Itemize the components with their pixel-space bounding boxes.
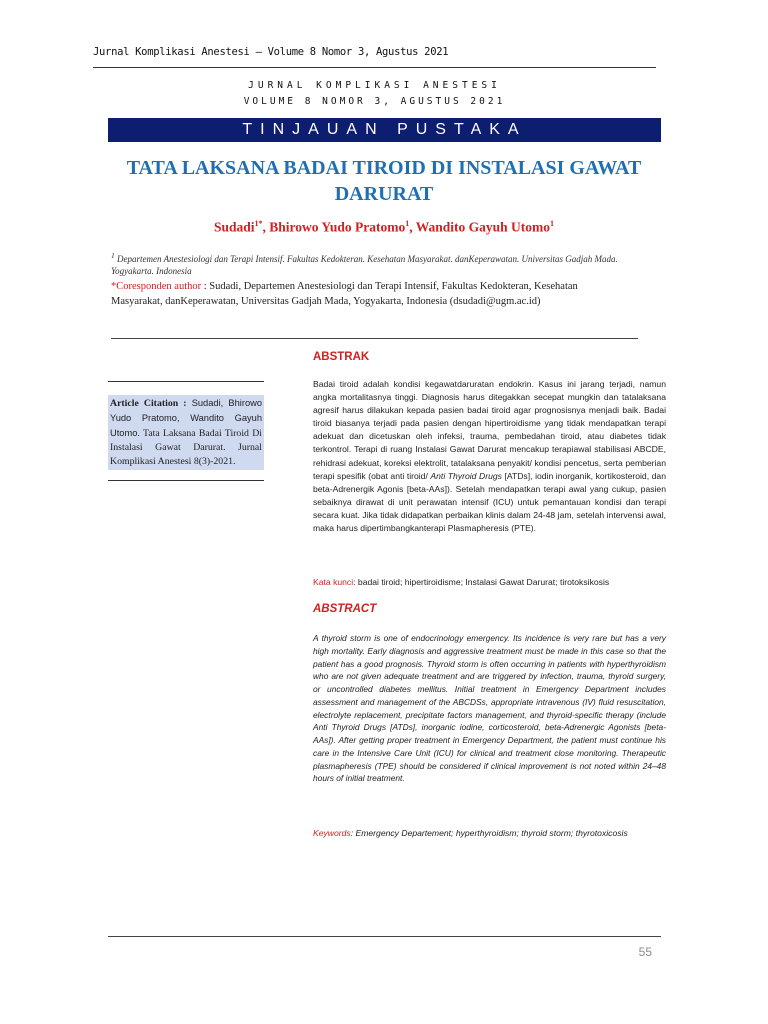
affiliation-superscript: 1 — [111, 251, 115, 260]
author-name: Bhirowo Yudo Pratomo — [269, 219, 406, 235]
abstrak-heading: ABSTRAK — [313, 351, 370, 363]
citation-label: Article Citation : — [110, 398, 187, 409]
kata-kunci-label: Kata kunci — [313, 577, 354, 587]
affiliation-text: Departemen Anestesiologi dan Terapi Intensif. Fakultas Kedokteran. Kesehatan Masyarakat. danKeperawatan. Universitas Gadjah Mada. Yogyakarta. Indonesia — [111, 254, 618, 276]
running-header: Jurnal Komplikasi Anestesi – Volume 8 Nomor 3, Agustus 2021 — [93, 46, 449, 58]
article-citation-box — [108, 395, 264, 470]
page-number: 55 — [638, 945, 652, 959]
keywords-label: Keywords — [313, 828, 351, 838]
abstrak-text-continued: [ATDs], iodin inorganik, kortikosteroid, dan beta-Adrenergik Agonis [beta-AAs]). Setelah mendapatkan terapi awal yang cukup, pasien sebaiknya dirawat di unit perawatan intensif (ICU) untuk pemantauan kondisi dan terapi secara kuat. Jika tidak didapatkan perbaikan klinis dalam 24-48 jam, setelah intervensi awal, maka harus dipertimbangkanterapi Plasmapheresis (PTE). — [313, 470, 666, 534]
abstrak-text: Badai tiroid adalah kondisi kegawatdaruratan endokrin. Kasus ini jarang terjadi, namun angka mortalitasnya tinggi. Diagnosis harus ditegakkan secepat mungkin dan tatalaksana agresif harus dilakukan kepada pasien badai tiroid agar prognosisnya menjadi baik. Badai tiroid biasanya terjadi pada pasien dengan hipertiroidisme yang tidak mendapatkan terapi adekuat dan dicetuskan oleh infeksi, trauma, pembedahan tiroid, atau diabetes tidak terkontrol. Terapi di ruang Instalasi Gawat Darurat mencakup terapiawal stabilisasi ABCDE, rehidrasi adekuat, koreksi elektrolit, tatalaksana penyakit/ kondisi pencetus, serta pemberian terapi spesifik (obat anti tiroid/ — [313, 379, 666, 481]
citation-bottom-rule — [108, 480, 264, 481]
citation-top-rule — [108, 381, 264, 382]
citation-authors: Sudadi, Bhirowo Yudo Pratomo, Wandito Gayuh Utomo. — [110, 398, 262, 438]
keywords-text: : Emergency Departement; hyperthyroidism; thyroid storm; thyrotoxicosis — [350, 828, 628, 838]
abstract-heading: ABSTRACT — [313, 603, 377, 615]
author-superscript: 1 — [550, 219, 555, 228]
kata-kunci — [313, 577, 666, 587]
abstrak-italic-term: Anti Thyroid Drugs — [430, 470, 502, 481]
header-rule — [93, 67, 656, 68]
section-rule — [111, 338, 638, 339]
author-name: Sudadi — [213, 219, 255, 235]
keywords — [313, 827, 666, 840]
kata-kunci-text: : badai tiroid; hipertiroidisme; Instalasi Gawat Darurat; tirotoksikosis — [353, 577, 610, 587]
author-superscript: 1 — [405, 219, 410, 228]
abstrak-body — [313, 378, 666, 535]
abstract-body: A thyroid storm is one of endocrinology emergency. Its incidence is very rare but has a very high mortality. Early diagnosis and aggressive treatment must be made in this case so that the patient has a good prognosis. Thyroid storm is often occurring in patients with hyperthyroidism who are not given adequate treatment and are triggered by infection, trauma, thyroid surgery, or uncontrolled diabetes mellitus. Initial treatment in Emergency Department includes assessment and management of the ABCDSs, appropriate intravenous (IV) fluid resuscitation, electrolyte replacement, precipitate factors management, and thyroid-specific therapy (include Anti Thyroid Drugs [ATDs], inorganic iodine, corticosteroid, beta-Adrenergic Agonists [beta-AAs]). After getting proper treatment in Emergency Department, the patient must continue his care in the Intensive Care Unit (ICU) for clinical and treatment close monitoring. Therapeutic plasmapheresis (TPE) should be considered if clinical improvement is not noted within 24–48 hours of initial treatment. — [313, 633, 666, 784]
footer-rule — [108, 936, 661, 937]
affiliation — [111, 250, 621, 277]
citation-reference: Tata Laksana Badai Tiroid Di Instalasi Gawat Darurat. Jurnal Komplikasi Anestesi 8(3)-2021. — [110, 428, 262, 467]
section-banner: TINJAUAN PUSTAKA — [108, 118, 661, 142]
corresponding-label: *Coresponden author — [111, 281, 202, 292]
corresponding-author — [111, 279, 621, 309]
author-name: Wandito Gayuh Utomo — [415, 219, 551, 235]
journal-issue: VOLUME 8 NOMOR 3, AGUSTUS 2021 — [243, 96, 506, 107]
author-list: Sudadi$^{1*}$, Bhirowo Yudo Pratomo$^1$, Wandito Gayuh Utomo$^1$ — [213, 219, 555, 235]
corresponding-text: : Sudadi, Departemen Anestesiologi dan Terapi Intensif, Fakultas Kedokteran, Kesehatan Masyarakat, danKeperawatan, Universitas Gadjah Mada, Yogyakarta, Indonesia (dsudadi@ugm.ac.id) — [111, 281, 578, 307]
author-superscript: 1* — [254, 219, 263, 228]
article-title: TATA LAKSANA BADAI TIROID DI INSTALASI GAWAT DARURAT — [126, 157, 642, 205]
journal-name: JURNAL KOMPLIKASI ANESTESI — [248, 80, 501, 91]
